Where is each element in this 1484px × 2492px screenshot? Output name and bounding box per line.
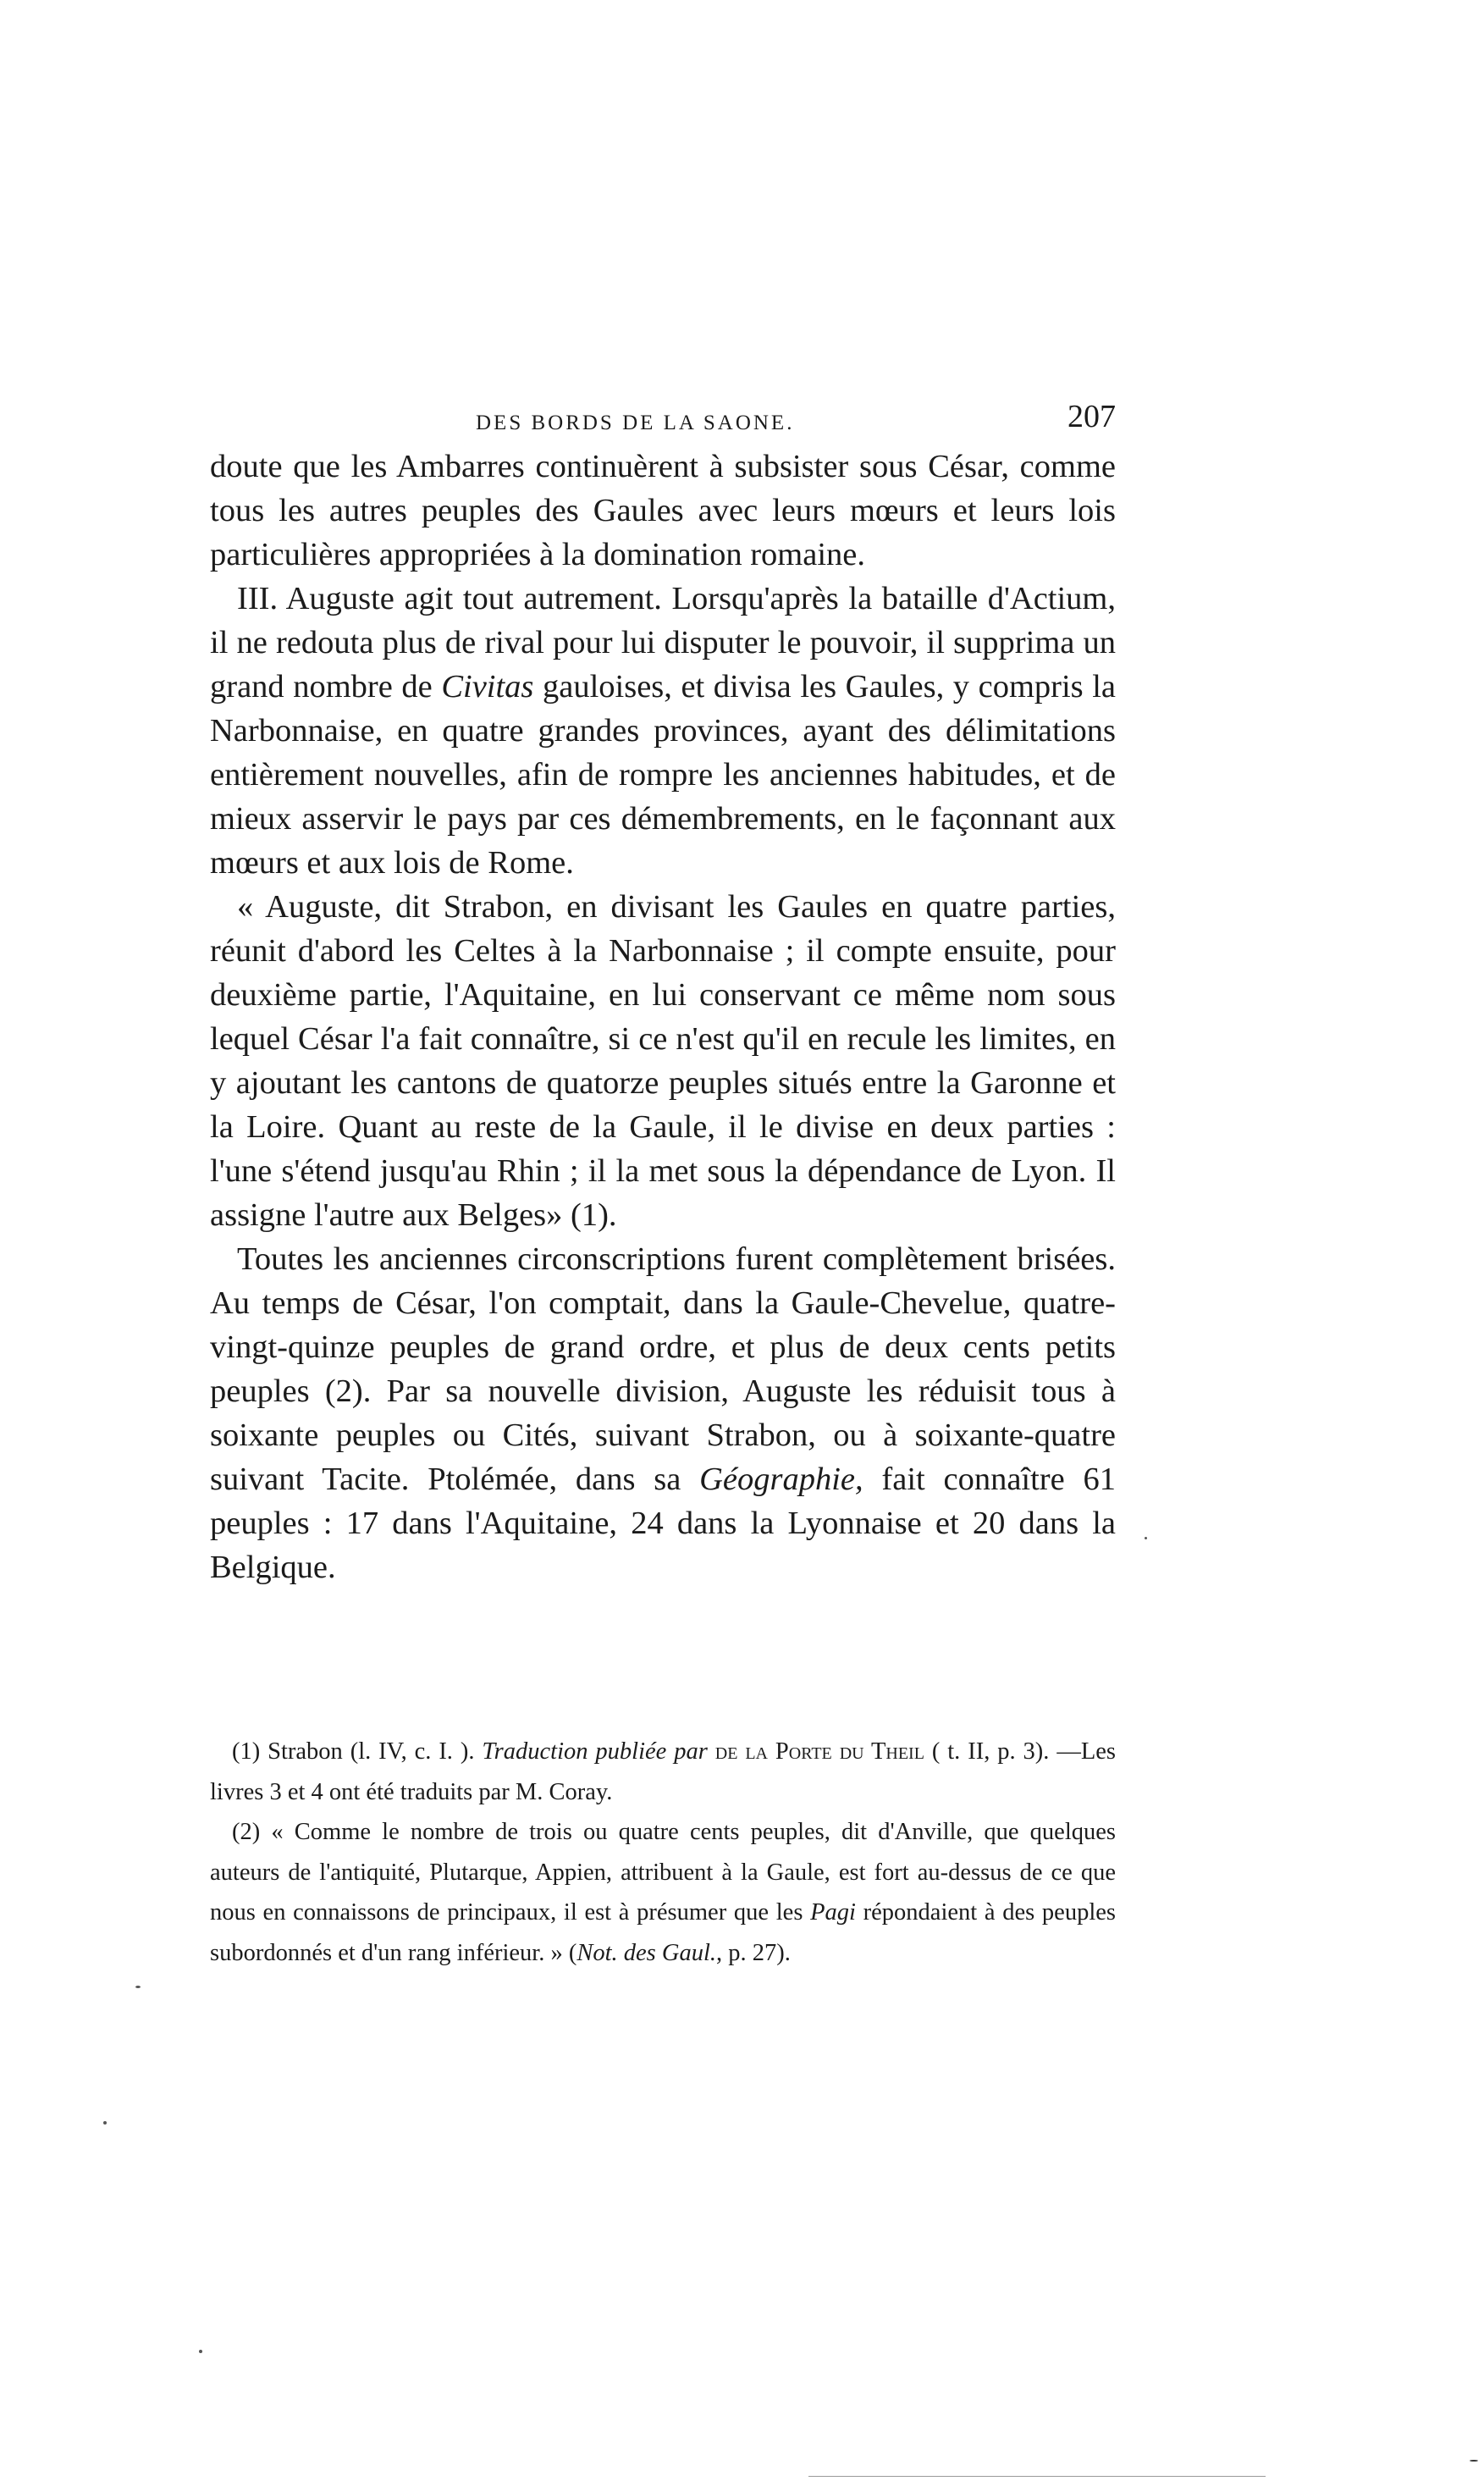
scan-speck: [1470, 2460, 1478, 2462]
running-title: DES BORDS DE LA SAONE.: [476, 412, 795, 434]
scan-speck: [199, 2350, 202, 2353]
footnotes: [210, 1732, 1116, 1973]
page-header: [210, 396, 1116, 447]
footnote-2: (2) « Comme le nombre de trois ou quatre cents peuples, dit d'Anville, que quelques auteurs de l'antiquité, Plutarque, Appien, attribuent à la Gaule, est fort au-dessus de ce que nous en connaissons de principaux, il est à présumer que les Pagi répondaient à des peuples subordonnés et d'un rang inférieur. » (Not. des Gaul., p. 27).: [210, 1819, 1116, 1966]
scan-speck: [135, 1986, 141, 1988]
scan-edge-line: [808, 2476, 1266, 2477]
page-number: 207: [1067, 399, 1116, 434]
scan-speck: [1145, 1537, 1147, 1539]
paragraph-3-quotation: « Auguste, dit Strabon, en divisant les Gaules en quatre parties, réunit d'abord les Celtes à la Narbonnaise ; il compte ensuite, pour deuxième partie, l'Aquitaine, en lui conservant ce même nom sous lequel César l'a fait connaître, si ce n'est qu'il en recule les limites, en y ajoutant les cantons de quatorze peuples situés entre la Garonne et la Loire. Quant au reste de la Gaule, il le divise en deux parties : l'une s'étend jusqu'au Rhin ; il la met sous la dépendance de Lyon. Il assigne l'autre aux Belges» (1).: [210, 889, 1116, 1233]
paragraph-4: Toutes les anciennes circonscriptions furent complètement brisées. Au temps de César, l'on comptait, dans la Gaule-Chevelue, quatre-vingt-quinze peuples de grand ordre, et plus de deux cents petits peuples (2). Par sa nouvelle division, Auguste les réduisit tous à soixante peuples ou Cités, suivant Strabon, ou à soixante-quatre suivant Tacite. Ptolémée, dans sa Géographie, fait connaître 61 peuples : 17 dans l'Aquitaine, 24 dans la Lyonnaise et 20 dans la Belgique.: [210, 1241, 1116, 1585]
footnote-1: (1) Strabon (l. IV, c. I. ). Traduction publiée par de la Porte du Theil ( t. II, p. 3). —Les livres 3 et 4 ont été traduits par M. Coray.: [210, 1738, 1116, 1805]
body-text: [210, 445, 1116, 1589]
paragraph-1: doute que les Ambarres continuèrent à subsister sous César, comme tous les autres peuples des Gaules avec leurs mœurs et leurs lois particulières appropriées à la domination romaine.: [210, 449, 1116, 572]
paragraph-2: III. Auguste agit tout autrement. Lorsqu'après la bataille d'Actium, il ne redouta plus de rival pour lui disputer le pouvoir, il supprima un grand nombre de Civitas gauloises, et divisa les Gaules, y compris la Narbonnaise, en quatre grandes provinces, ayant des délimitations entièrement nouvelles, afin de rompre les anciennes habitudes, et de mieux asservir le pays par ces démembrements, en le façonnant aux mœurs et aux lois de Rome.: [210, 581, 1116, 881]
scan-speck: [103, 2121, 107, 2125]
